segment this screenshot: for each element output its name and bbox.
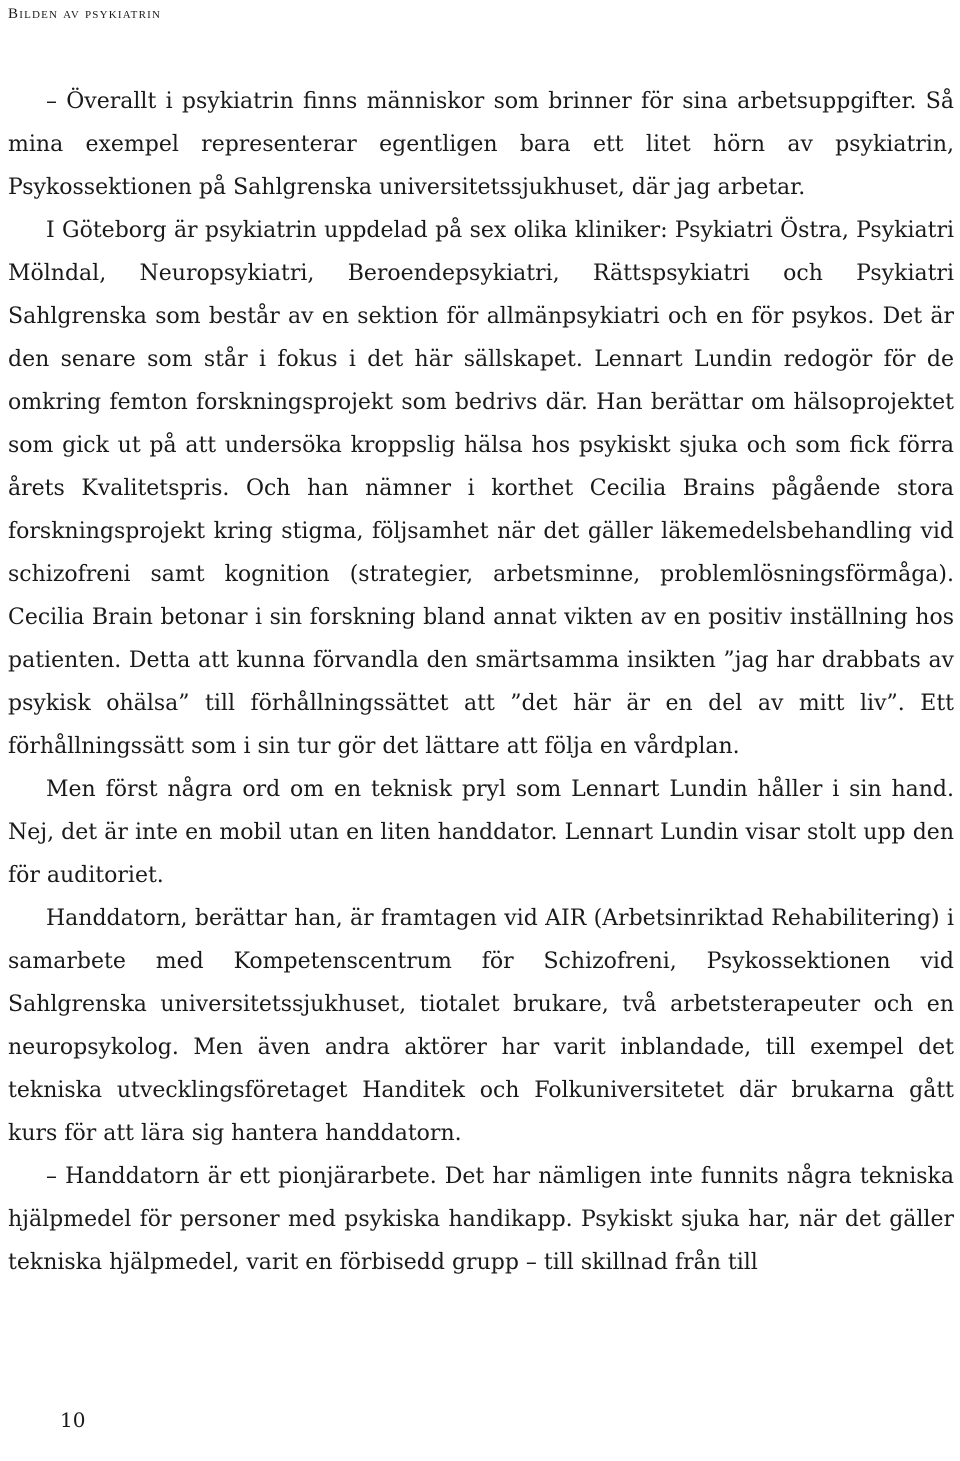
- paragraph: I Göteborg är psykiatrin uppdelad på sex olika kliniker: Psykiatri Östra, Psykiatri Mölndal, Neuropsykiatri, Beroendepsykiatri, Rättspsykiatri och Psykiatri Sahlgrenska som består av en sektion för allmänpsykiatri och en för psykos. Det är den senare som står i fokus i det här sällskapet. Lennart Lundin redogör för de omkring femton forskningsprojekt som bedrivs där. Han berättar om hälsoprojektet som gick ut på att undersöka kroppslig hälsa hos psykiskt sjuka och som fick förra årets Kvalitetspris. Och han nämner i korthet Cecilia Brains pågående stora forskningsprojekt kring stigma, följsamhet när det gäller läkemedelsbehandling vid schizofreni samt kognition (strategier, arbetsminne, problemlösningsförmåga). Cecilia Brain betonar i sin forskning bland annat vikten av en positiv inställning hos patienten. Detta att kunna förvandla den smärtsamma insikten ”jag har drabbats av psykisk ohälsa” till förhållningssättet att ”det här är en del av mitt liv”. Ett förhållningssätt som i sin tur gör det lättare att följa en vårdplan.: [8, 218, 954, 759]
- body-text: [8, 80, 954, 1284]
- paragraph: – Handdatorn är ett pionjärarbete. Det har nämligen inte funnits några tekniska hjälpmedel för personer med psykiska handikapp. Psykiskt sjuka har, när det gäller tekniska hjälpmedel, varit en förbisedd grupp – till skillnad från till: [8, 1164, 954, 1275]
- running-head: Bilden av psykiatrin: [8, 6, 162, 22]
- paragraph: Men först några ord om en teknisk pryl som Lennart Lundin håller i sin hand. Nej, det är inte en mobil utan en liten handdator. Lennart Lundin visar stolt upp den för auditoriet.: [8, 777, 954, 888]
- paragraph: – Överallt i psykiatrin finns människor som brinner för sina arbetsuppgifter. Så mina exempel representerar egentligen bara ett litet hörn av psykiatrin, Psykossektionen på Sahlgrenska universitetssjukhuset, där jag arbetar.: [8, 89, 954, 200]
- paragraph: Handdatorn, berättar han, är framtagen vid AIR (Arbetsinriktad Rehabilitering) i samarbete med Kompetenscentrum för Schizofreni, Psykossektionen vid Sahlgrenska universitetssjukhuset, tiotalet brukare, två arbetsterapeuter och en neuropsykolog. Men även andra aktörer har varit inblandade, till exempel det tekniska utvecklingsföretaget Handitek och Folkuniversitetet där brukarna gått kurs för att lära sig hantera handdatorn.: [8, 906, 954, 1146]
- page-number: 10: [60, 1408, 86, 1432]
